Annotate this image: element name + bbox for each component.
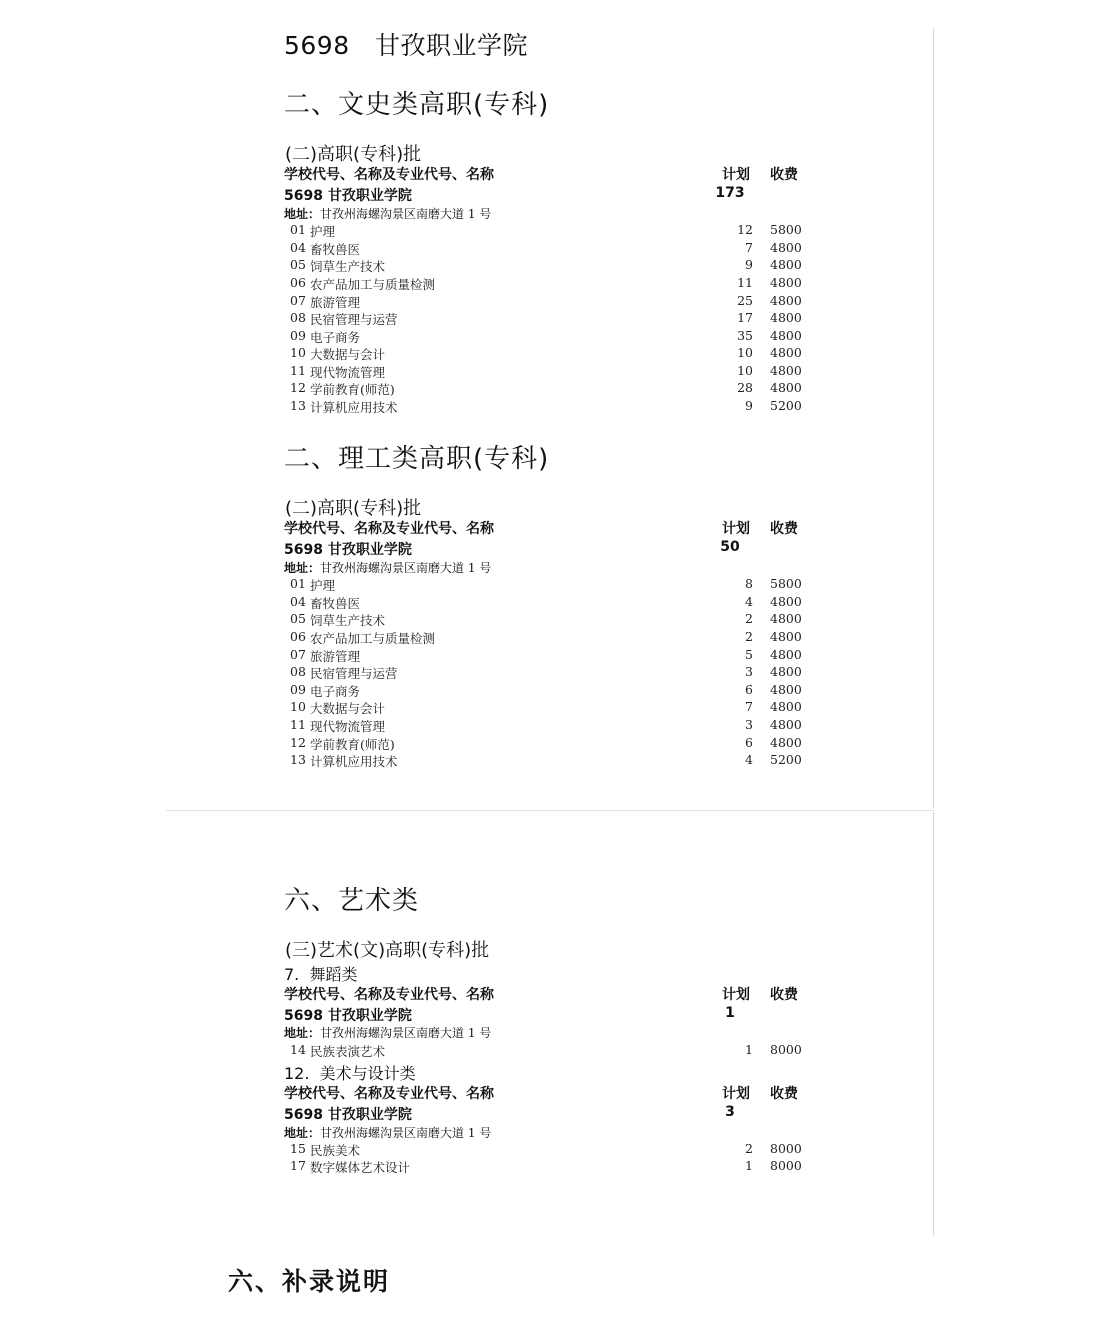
major-name: 学前教育(师范) [310, 737, 395, 752]
major-name: 民族表演艺术 [310, 1044, 386, 1059]
major-plan: 9 [745, 398, 753, 413]
school-row [284, 1104, 804, 1124]
major-fee: 5200 [770, 398, 802, 413]
subcategory-title: 7. 舞蹈类 [284, 965, 358, 984]
major-name: 饲草生产技术 [310, 259, 386, 274]
plan-total: 3 [725, 1104, 735, 1120]
major-name: 护理 [310, 224, 336, 239]
column-header-plan: 计划 [722, 987, 750, 1003]
page-edge-line [933, 812, 934, 1236]
major-plan: 28 [737, 380, 753, 395]
major-plan: 4 [745, 752, 753, 767]
major-plan: 3 [745, 664, 753, 679]
major-plan: 2 [745, 1141, 753, 1156]
major-code: 05 [290, 611, 306, 626]
major-name: 计算机应用技术 [310, 754, 398, 769]
major-code: 15 [290, 1141, 306, 1156]
major-name: 现代物流管理 [310, 719, 386, 734]
major-name: 学前教育(师范) [310, 382, 395, 397]
major-row [290, 363, 804, 381]
major-row [290, 293, 804, 311]
major-code: 12 [290, 735, 306, 750]
batch-title: (二)高职(专科)批 [285, 498, 422, 519]
major-row [290, 699, 804, 717]
school-title: 5698 甘孜职业学院 [284, 31, 528, 60]
major-fee: 4800 [770, 380, 802, 395]
major-row [290, 752, 804, 770]
batch-title: (二)高职(专科)批 [285, 144, 422, 165]
major-code: 04 [290, 240, 306, 255]
major-row [290, 1158, 804, 1176]
address-label: 地址： [284, 207, 321, 221]
address-label: 地址： [284, 561, 321, 575]
major-name: 计算机应用技术 [310, 400, 398, 415]
major-code: 13 [290, 752, 306, 767]
major-fee: 4800 [770, 594, 802, 609]
plan-total: 173 [715, 185, 745, 201]
major-plan: 9 [745, 257, 753, 272]
column-header-row [284, 1083, 804, 1103]
major-row [290, 380, 804, 398]
column-header-fee: 收费 [770, 1086, 798, 1102]
major-plan: 35 [737, 328, 753, 343]
major-row [290, 664, 804, 682]
major-name: 旅游管理 [310, 649, 361, 664]
major-row [290, 735, 804, 753]
major-fee: 4800 [770, 682, 802, 697]
major-row [290, 611, 804, 629]
major-plan: 2 [745, 629, 753, 644]
major-code: 17 [290, 1158, 306, 1173]
major-plan: 4 [745, 594, 753, 609]
major-name: 旅游管理 [310, 295, 361, 310]
major-row [290, 1042, 804, 1060]
major-code: 04 [290, 594, 306, 609]
major-name: 数字媒体艺术设计 [310, 1160, 411, 1175]
subcategory-title: 12. 美术与设计类 [284, 1064, 416, 1083]
major-name: 护理 [310, 578, 336, 593]
major-code: 09 [290, 328, 306, 343]
major-fee: 4800 [770, 629, 802, 644]
school-row [284, 185, 804, 205]
major-code: 01 [290, 222, 306, 237]
major-fee: 4800 [770, 735, 802, 750]
school-name: 5698 甘孜职业学院 [284, 188, 412, 204]
category-title: 二、理工类高职(专科) [284, 444, 550, 474]
major-plan: 11 [737, 275, 753, 290]
column-header-row [284, 984, 804, 1004]
major-fee: 4800 [770, 310, 802, 325]
major-row [290, 257, 804, 275]
major-code: 01 [290, 576, 306, 591]
major-plan: 12 [737, 222, 753, 237]
major-row [290, 717, 804, 735]
major-fee: 4800 [770, 363, 802, 378]
major-code: 08 [290, 310, 306, 325]
category-title: 二、文史类高职(专科) [284, 90, 550, 120]
address-label: 地址： [284, 1126, 321, 1140]
major-fee: 4800 [770, 611, 802, 626]
school-name: 5698 甘孜职业学院 [284, 542, 412, 558]
major-name: 电子商务 [310, 684, 361, 699]
major-code: 13 [290, 398, 306, 413]
major-name: 民宿管理与运营 [310, 312, 398, 327]
school-row [284, 539, 804, 559]
major-code: 11 [290, 717, 306, 732]
major-name: 电子商务 [310, 330, 361, 345]
column-header-row [284, 164, 804, 184]
major-code: 08 [290, 664, 306, 679]
column-header-fee: 收费 [770, 521, 798, 537]
major-code: 06 [290, 275, 306, 290]
major-fee: 4800 [770, 275, 802, 290]
plan-total: 50 [720, 539, 740, 555]
address-text: 甘孜州海螺沟景区南磨大道 1 号 [320, 207, 492, 221]
major-code: 09 [290, 682, 306, 697]
column-header-plan: 计划 [722, 521, 750, 537]
major-plan: 1 [745, 1042, 753, 1057]
major-fee: 5800 [770, 222, 802, 237]
major-code: 11 [290, 363, 306, 378]
major-name: 畜牧兽医 [310, 242, 361, 257]
school-name: 5698 甘孜职业学院 [284, 1008, 412, 1024]
major-name: 民宿管理与运营 [310, 666, 398, 681]
major-name: 大数据与会计 [310, 701, 386, 716]
major-plan: 25 [737, 293, 753, 308]
school-address [284, 1124, 491, 1141]
major-fee: 4800 [770, 240, 802, 255]
major-fee: 5800 [770, 576, 802, 591]
major-code: 10 [290, 345, 306, 360]
major-fee: 4800 [770, 717, 802, 732]
major-row [290, 328, 804, 346]
major-row [290, 682, 804, 700]
major-row [290, 275, 804, 293]
major-code: 14 [290, 1042, 306, 1057]
plan-total: 1 [725, 1005, 735, 1021]
batch-title: (三)艺术(文)高职(专科)批 [285, 940, 490, 961]
column-header-label: 学校代号、名称及专业代号、名称 [284, 987, 494, 1003]
category-title: 六、艺术类 [284, 886, 420, 916]
address-label: 地址： [284, 1026, 321, 1040]
major-name: 大数据与会计 [310, 347, 386, 362]
address-text: 甘孜州海螺沟景区南磨大道 1 号 [320, 561, 492, 575]
major-row [290, 345, 804, 363]
column-header-fee: 收费 [770, 987, 798, 1003]
major-fee: 8000 [770, 1158, 802, 1173]
column-header-plan: 计划 [722, 1086, 750, 1102]
major-row [290, 629, 804, 647]
column-header-label: 学校代号、名称及专业代号、名称 [284, 521, 494, 537]
major-code: 12 [290, 380, 306, 395]
school-row [284, 1005, 804, 1025]
major-plan: 8 [745, 576, 753, 591]
major-fee: 8000 [770, 1042, 802, 1057]
major-row [290, 222, 804, 240]
major-fee: 4800 [770, 647, 802, 662]
column-header-plan: 计划 [722, 167, 750, 183]
major-plan: 10 [737, 345, 753, 360]
major-name: 畜牧兽医 [310, 596, 361, 611]
column-header-label: 学校代号、名称及专业代号、名称 [284, 167, 494, 183]
column-header-label: 学校代号、名称及专业代号、名称 [284, 1086, 494, 1102]
column-header-row [284, 518, 804, 538]
major-code: 07 [290, 293, 306, 308]
major-plan: 1 [745, 1158, 753, 1173]
major-fee: 4800 [770, 328, 802, 343]
school-address [284, 1024, 491, 1041]
major-fee: 4800 [770, 293, 802, 308]
major-fee: 8000 [770, 1141, 802, 1156]
major-name: 饲草生产技术 [310, 613, 386, 628]
major-row [290, 240, 804, 258]
major-name: 农产品加工与质量检测 [310, 277, 436, 292]
major-name: 民族美术 [310, 1143, 361, 1158]
major-plan: 7 [745, 699, 753, 714]
major-plan: 3 [745, 717, 753, 732]
school-name: 5698 甘孜职业学院 [284, 1107, 412, 1123]
major-fee: 5200 [770, 752, 802, 767]
section-heading-supplementary: 六、补录说明 [228, 1267, 391, 1296]
column-header-fee: 收费 [770, 167, 798, 183]
major-row [290, 594, 804, 612]
major-row [290, 310, 804, 328]
major-plan: 5 [745, 647, 753, 662]
major-fee: 4800 [770, 257, 802, 272]
major-code: 06 [290, 629, 306, 644]
school-address [284, 205, 491, 222]
major-plan: 10 [737, 363, 753, 378]
major-plan: 17 [737, 310, 753, 325]
major-row [290, 398, 804, 416]
major-plan: 7 [745, 240, 753, 255]
major-name: 农产品加工与质量检测 [310, 631, 436, 646]
major-row [290, 576, 804, 594]
address-text: 甘孜州海螺沟景区南磨大道 1 号 [320, 1026, 492, 1040]
address-text: 甘孜州海螺沟景区南磨大道 1 号 [320, 1126, 492, 1140]
major-fee: 4800 [770, 664, 802, 679]
school-address [284, 559, 491, 576]
major-name: 现代物流管理 [310, 365, 386, 380]
major-row [290, 647, 804, 665]
major-plan: 6 [745, 735, 753, 750]
major-code: 05 [290, 257, 306, 272]
major-code: 07 [290, 647, 306, 662]
page-edge-line [933, 28, 934, 808]
major-row [290, 1141, 804, 1159]
major-plan: 6 [745, 682, 753, 697]
major-fee: 4800 [770, 345, 802, 360]
major-code: 10 [290, 699, 306, 714]
major-fee: 4800 [770, 699, 802, 714]
major-plan: 2 [745, 611, 753, 626]
